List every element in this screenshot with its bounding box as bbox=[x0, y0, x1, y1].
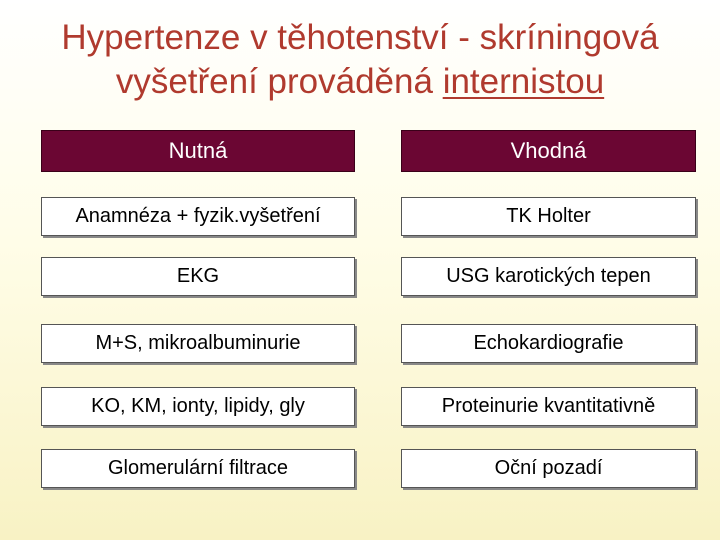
nutna-item: EKG bbox=[41, 257, 355, 296]
nutna-item: KO, KM, ionty, lipidy, gly bbox=[41, 387, 355, 426]
column-header-vhodna: Vhodná bbox=[401, 130, 696, 172]
slide-title bbox=[0, 16, 720, 104]
vhodna-item: USG karotických tepen bbox=[401, 257, 696, 296]
vhodna-item: Oční pozadí bbox=[401, 449, 696, 488]
title-line-2 bbox=[0, 60, 720, 104]
vhodna-item: Proteinurie kvantitativně bbox=[401, 387, 696, 426]
nutna-item: Glomerulární filtrace bbox=[41, 449, 355, 488]
column-header-nutna: Nutná bbox=[41, 130, 355, 172]
title-underlined-word: internistou bbox=[442, 62, 605, 101]
nutna-item: Anamnéza + fyzik.vyšetření bbox=[41, 197, 355, 236]
title-line-1: Hypertenze v těhotenství - skríningová bbox=[61, 18, 659, 57]
title-line-2-prefix: vyšetření prováděná bbox=[115, 62, 443, 101]
nutna-item: M+S, mikroalbuminurie bbox=[41, 324, 355, 363]
vhodna-item: Echokardiografie bbox=[401, 324, 696, 363]
vhodna-item: TK Holter bbox=[401, 197, 696, 236]
